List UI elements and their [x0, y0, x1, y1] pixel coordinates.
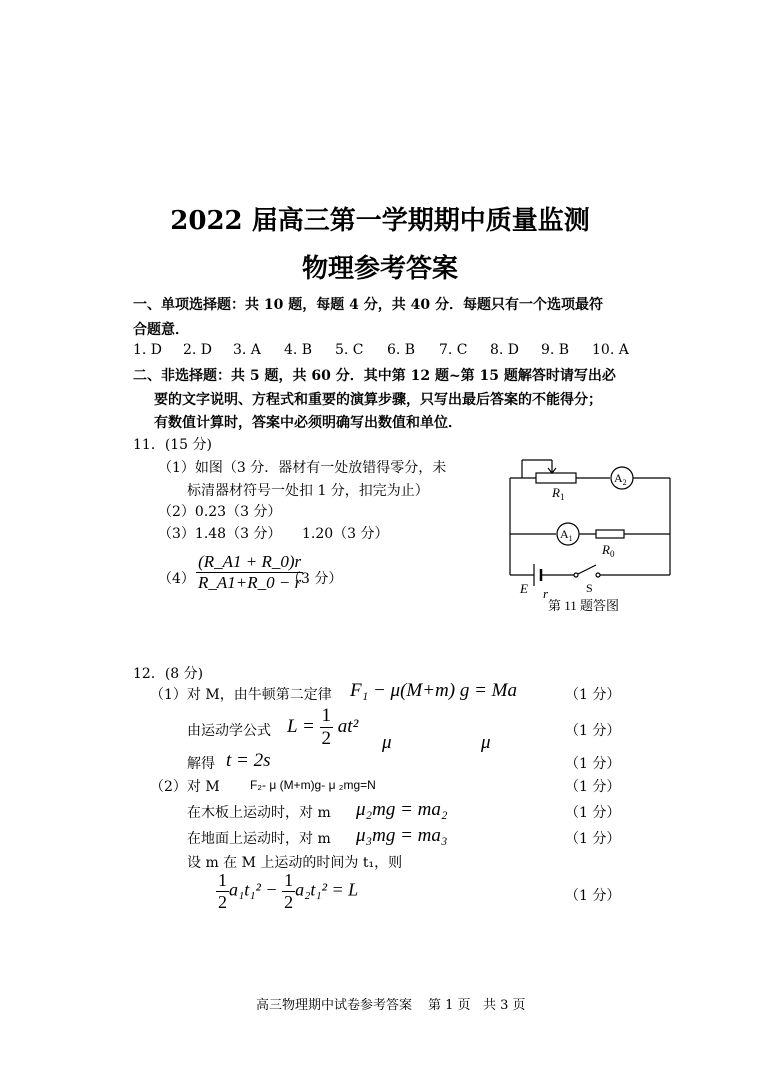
score-label: （1 分）	[565, 888, 621, 904]
q12-l3-text: 解得	[187, 756, 215, 772]
label-a1: $A_1$	[560, 527, 573, 543]
q12-l6-text: 在地面上运动时，对 m	[187, 831, 331, 847]
mc-answer: 5. C	[335, 342, 364, 358]
score-label: （1 分）	[565, 687, 621, 703]
mc-answer: 2. D	[183, 342, 213, 358]
q11-part3a: （3）1.48（3 分）	[158, 526, 282, 542]
mc-answer: 1. D	[133, 342, 163, 358]
q11-label: 11．(15 分)	[133, 437, 213, 453]
q12-l8-equation: $\frac{1}{2}$ a₁t₁² − $\frac{1}{2}$ a₂t₁² = L	[218, 870, 359, 912]
circuit-diagram	[500, 450, 680, 620]
label-a2: $A_2$	[614, 471, 627, 487]
score-label: （1 分）	[565, 756, 621, 772]
section1-heading-line1: 一、单项选择题：共 10 题，每题 4 分，共 40 分．每题只有一个选项最符	[133, 297, 603, 313]
page-title: 2022 届高三第一学期期中质量监测	[170, 206, 590, 236]
footer-page: 第 1 页	[428, 998, 471, 1013]
formula-numerator: (R_A1 + R_0)r	[198, 552, 302, 571]
section2-heading-line1: 二、非选择题：共 5 题，共 60 分．其中第 12 题~第 15 题解答时请写出必	[133, 368, 616, 384]
page-subtitle: 物理参考答案	[301, 254, 458, 284]
q12-l5-equation: μ₂mg = ma₂	[356, 799, 448, 820]
score-label: （1 分）	[565, 779, 621, 795]
q12-l4-text: （2）对 M	[150, 779, 220, 795]
q11-part4-prefix: （4）	[158, 571, 195, 587]
section2-heading-line2: 要的文字说明、方程式和重要的演算步骤，只写出最后答案的不能得分；	[154, 392, 602, 408]
label-r0: $R_0$	[602, 542, 615, 559]
mc-answer: 9. B	[541, 342, 570, 358]
q12-l1-text: （1）对 M，由牛顿第二定律	[150, 687, 332, 703]
q12-l4-equation: F₂- μ (M+m)g- μ ₂mg=N	[250, 778, 376, 792]
q12-l2-text: 由运动学公式	[187, 723, 271, 739]
formula-denominator: R_A1+R_0 − r	[198, 573, 302, 592]
score-label: （1 分）	[565, 831, 621, 847]
q11-part4-score: （3 分）	[287, 571, 343, 587]
stray-mu-symbol: μ	[481, 732, 491, 753]
label-r: r	[543, 586, 549, 601]
label-r1: $R_1$	[552, 485, 565, 502]
score-label: （1 分）	[565, 805, 621, 821]
switch-s-symbol	[578, 565, 596, 574]
q12-l3-equation: t = 2s	[226, 750, 271, 771]
q12-l5-text: 在木板上运动时，对 m	[187, 805, 331, 821]
mc-answer: 10. A	[592, 342, 629, 358]
stray-mu-symbol: μ	[382, 732, 392, 753]
label-s: S	[586, 581, 593, 595]
label-e: E	[520, 581, 528, 596]
q12-label: 12．(8 分)	[133, 666, 204, 682]
q11-part1-line2: 标清器材符号一处扣 1 分，扣完为止）	[187, 483, 429, 499]
q11-part1-line1: （1）如图（3 分．器材有一处放错得零分，未	[158, 460, 447, 476]
q11-part2: （2）0.23（3 分）	[158, 504, 282, 520]
section1-heading-line2: 合题意．	[133, 322, 189, 338]
mc-answer: 8. D	[490, 342, 520, 358]
q11-part3b: 1.20（3 分）	[302, 526, 389, 542]
mc-answer: 6. B	[387, 342, 416, 358]
mc-answer: 3. A	[233, 342, 261, 358]
mc-answer: 4. B	[284, 342, 313, 358]
mc-answer: 7. C	[439, 342, 468, 358]
footer-total: 共 3 页	[483, 998, 526, 1013]
rheostat-r1-symbol	[536, 473, 576, 483]
footer-text: 高三物理期中试卷参考答案	[256, 998, 413, 1013]
q12-l7-text: 设 m 在 M 上运动的时间为 t₁，则	[187, 855, 403, 871]
score-label: （1 分）	[565, 723, 621, 739]
q12-l2-equation: L = $\frac{1}{2}$ at²	[287, 705, 359, 749]
resistor-r0-symbol	[596, 530, 624, 538]
q12-l6-equation: μ₃mg = ma₃	[356, 825, 448, 846]
figure-caption: 第 11 题答图	[548, 598, 620, 613]
section2-heading-line3: 有数值计算时，答案中必须明确写出数值和单位．	[154, 415, 462, 431]
q12-l1-equation: F₁ − μ(M+m) g = Ma	[350, 680, 517, 701]
